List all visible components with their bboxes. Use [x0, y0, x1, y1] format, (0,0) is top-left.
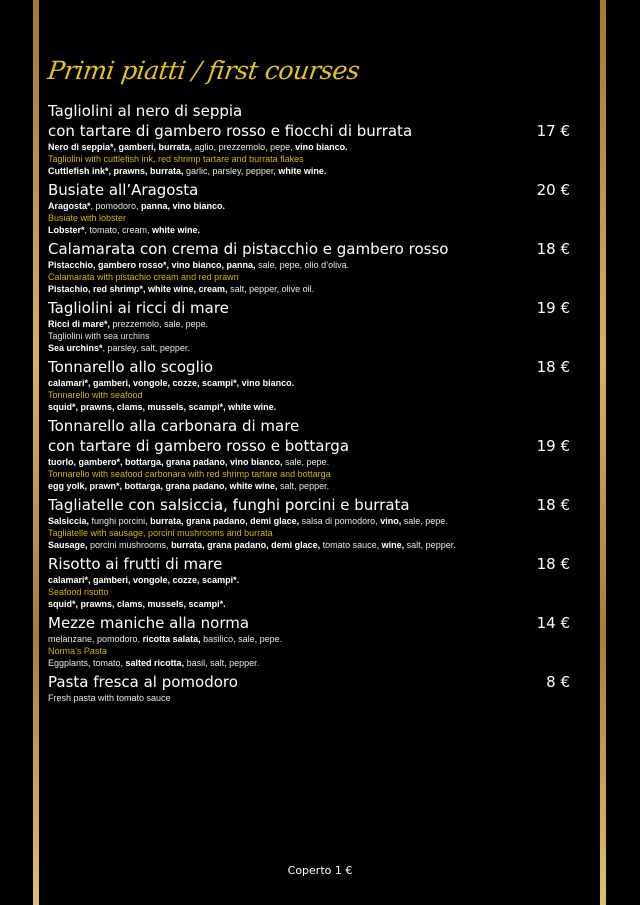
- dish-name: Busiate all’Aragosta: [48, 181, 199, 199]
- dish-header: [48, 495, 570, 515]
- dish-price: 18 €: [536, 240, 570, 258]
- text-segment: porcini mushrooms,: [87, 540, 172, 550]
- dish-name: Tonnarello allo scoglio: [48, 358, 214, 376]
- text-segment: , parsley, salt, pepper.: [102, 343, 190, 353]
- text-segment: tomato sauce,: [320, 540, 382, 550]
- dish-name: Tagliolini ai ricci di mare: [48, 299, 229, 317]
- dish-price: 19 €: [536, 299, 570, 317]
- text-segment: Pistachio, red shrimp*, white wine, cream,: [48, 284, 228, 294]
- dish-header: [48, 357, 570, 377]
- dish-header: [48, 101, 570, 121]
- text-segment: white wine.: [278, 166, 327, 176]
- dish-name-english: Seafood risotto: [48, 587, 109, 597]
- dish-name-english: Tagliatelle with sausage, porcini mushrooms and burrata: [48, 528, 273, 538]
- dish-name-english: Norma’s Pasta: [48, 646, 107, 656]
- text-segment: garlic, parsley, pepper,: [183, 166, 279, 176]
- text-segment: Sausage,: [48, 540, 88, 550]
- ingredients-italian: [48, 692, 570, 704]
- text-segment: ricotta salata,: [142, 634, 201, 644]
- dish-name: Mezze maniche alla norma: [48, 614, 250, 632]
- text-segment: tuorlo, gambero*, bottarga, grana padano, vino bianco,: [48, 457, 283, 467]
- text-segment: white wine.: [152, 225, 201, 235]
- ingredients-english: [48, 480, 570, 492]
- text-segment: sale, pepe, olio d’oliva.: [255, 260, 350, 270]
- text-segment: , tomato, cream,: [84, 225, 153, 235]
- dish-price: 8 €: [546, 673, 570, 691]
- text-segment: salt, pepper, olive oil.: [227, 284, 315, 294]
- dish-name-english: Calamarata with pistachio cream and red prawn: [48, 272, 239, 282]
- ingredients-italian: [48, 200, 570, 212]
- text-segment: Cuttlefish ink*, prawns, burrata,: [48, 166, 184, 176]
- ingredients-italian: [48, 574, 570, 586]
- dish-name-english: Tagliolini with sea urchins: [48, 331, 150, 341]
- menu-item: [48, 613, 570, 669]
- text-segment: burrata, grana padano, demi glace,: [150, 516, 300, 526]
- ingredients-english: [48, 224, 570, 236]
- menu-list: [48, 101, 570, 707]
- text-segment: egg yolk, prawn*, bottarga, grana padano, white wine,: [48, 481, 278, 491]
- cover-charge: Coperto 1 €: [287, 864, 353, 877]
- text-segment: salsa di pomodoro,: [299, 516, 381, 526]
- text-segment: , pomodoro,: [90, 201, 142, 211]
- dish-name-english: Busiate with lobster: [48, 213, 127, 223]
- ingredients-italian: [48, 377, 570, 389]
- text-segment: salted ricotta,: [125, 658, 185, 668]
- dish-header: [48, 613, 570, 633]
- dish-price: 20 €: [536, 181, 570, 199]
- text-segment: prezzemolo, sale, pepe.: [110, 319, 209, 329]
- dish-name: con tartare di gambero rosso e bottarga: [48, 437, 350, 455]
- right-gold-border: [600, 0, 606, 905]
- ingredients-italian: [48, 456, 570, 468]
- dish-header: [48, 436, 570, 456]
- dish-name: Tagliolini al nero di seppia: [48, 102, 243, 120]
- ingredients-italian: [48, 141, 570, 153]
- dish-price: 18 €: [536, 555, 570, 573]
- ingredients-italian: [48, 515, 570, 527]
- ingredients-italian: [48, 633, 570, 645]
- ingredients-english: [48, 165, 570, 177]
- menu-item: [48, 101, 570, 177]
- dish-name: Calamarata con crema di pistacchio e gambero rosso: [48, 240, 449, 258]
- text-segment: Lobster*: [48, 225, 85, 235]
- dish-header: [48, 180, 570, 200]
- ingredients-english: [48, 657, 570, 669]
- ingredients-english: [48, 342, 570, 354]
- dish-name: Risotto ai frutti di mare: [48, 555, 223, 573]
- dish-header: [48, 416, 570, 436]
- text-segment: calamari*, gamberi, vongole, cozze, scampi*, vino bianco.: [48, 378, 295, 388]
- dish-name: Tonnarello alla carbonara di mare: [48, 417, 300, 435]
- section-title: Primi piatti / first courses: [45, 56, 362, 85]
- dish-name-english: Tagliolini with cuttlefish ink, red shrimp tartare and burrata flakes: [48, 154, 304, 164]
- text-segment: salt, pepper.: [277, 481, 330, 491]
- dish-header: [48, 121, 570, 141]
- dish-header: [48, 554, 570, 574]
- text-segment: wine,: [381, 540, 405, 550]
- menu-item: [48, 672, 570, 704]
- menu-item: [48, 416, 570, 492]
- text-segment: panna, vino bianco.: [141, 201, 226, 211]
- text-segment: sale, pepe.: [401, 516, 448, 526]
- text-segment: squid*, prawns, clams, mussels, scampi*.: [48, 599, 226, 609]
- dish-name: Pasta fresca al pomodoro: [48, 673, 238, 691]
- menu-item: [48, 298, 570, 354]
- text-segment: Pistacchio, gambero rosso*, vino bianco, panna,: [48, 260, 256, 270]
- ingredients-italian: [48, 259, 570, 271]
- text-segment: vino,: [380, 516, 402, 526]
- dish-header: [48, 239, 570, 259]
- text-segment: Nero di seppia*, gamberi, burrata,: [48, 142, 193, 152]
- text-segment: Eggplants, tomato,: [48, 658, 126, 668]
- dish-price: 18 €: [536, 358, 570, 376]
- text-segment: burrata, grana padano, demi glace,: [171, 540, 321, 550]
- text-segment: Ricci di mare*,: [48, 319, 111, 329]
- menu-item: [48, 180, 570, 236]
- ingredients-english: [48, 598, 570, 610]
- text-segment: Aragosta*: [48, 201, 91, 211]
- dish-header: [48, 298, 570, 318]
- menu-item: [48, 357, 570, 413]
- dish-header: [48, 672, 570, 692]
- ingredients-english: [48, 283, 570, 295]
- menu-item: [48, 554, 570, 610]
- ingredients-english: [48, 401, 570, 413]
- text-segment: calamari*, gamberi, vongole, cozze, scampi*.: [48, 575, 240, 585]
- text-segment: basilico, sale, pepe.: [200, 634, 283, 644]
- text-segment: vino bianco.: [295, 142, 348, 152]
- menu-item: [48, 495, 570, 551]
- dish-name-english: Tonnarello with seafood: [48, 390, 143, 400]
- left-gold-border: [33, 0, 39, 905]
- text-segment: melanzane, pomodoro,: [48, 634, 143, 644]
- text-segment: sale, pepe.: [282, 457, 330, 467]
- dish-price: 14 €: [536, 614, 570, 632]
- text-segment: Fresh pasta with tomato sauce: [48, 693, 171, 703]
- text-segment: salt, pepper.: [404, 540, 456, 550]
- text-segment: aglio, prezzemolo, pepe,: [192, 142, 296, 152]
- menu-item: [48, 239, 570, 295]
- dish-name: con tartare di gambero rosso e fiocchi di burrata: [48, 122, 413, 140]
- dish-name: Tagliatelle con salsiccia, funghi porcini e burrata: [48, 496, 410, 514]
- text-segment: basil, salt, pepper.: [184, 658, 260, 668]
- ingredients-english: [48, 539, 570, 551]
- text-segment: squid*, prawns, clams, mussels, scampi*, white wine.: [48, 402, 277, 412]
- text-segment: Salsiccia,: [48, 516, 90, 526]
- dish-price: 18 €: [536, 496, 570, 514]
- dish-name-english: Tonnarello with seafood carbonara with red shrimp tartare and bottarga: [48, 469, 331, 479]
- dish-price: 17 €: [536, 122, 570, 140]
- ingredients-italian: [48, 318, 570, 330]
- dish-price: 19 €: [536, 437, 570, 455]
- text-segment: funghi porcini,: [89, 516, 151, 526]
- text-segment: Sea urchins*: [48, 343, 103, 353]
